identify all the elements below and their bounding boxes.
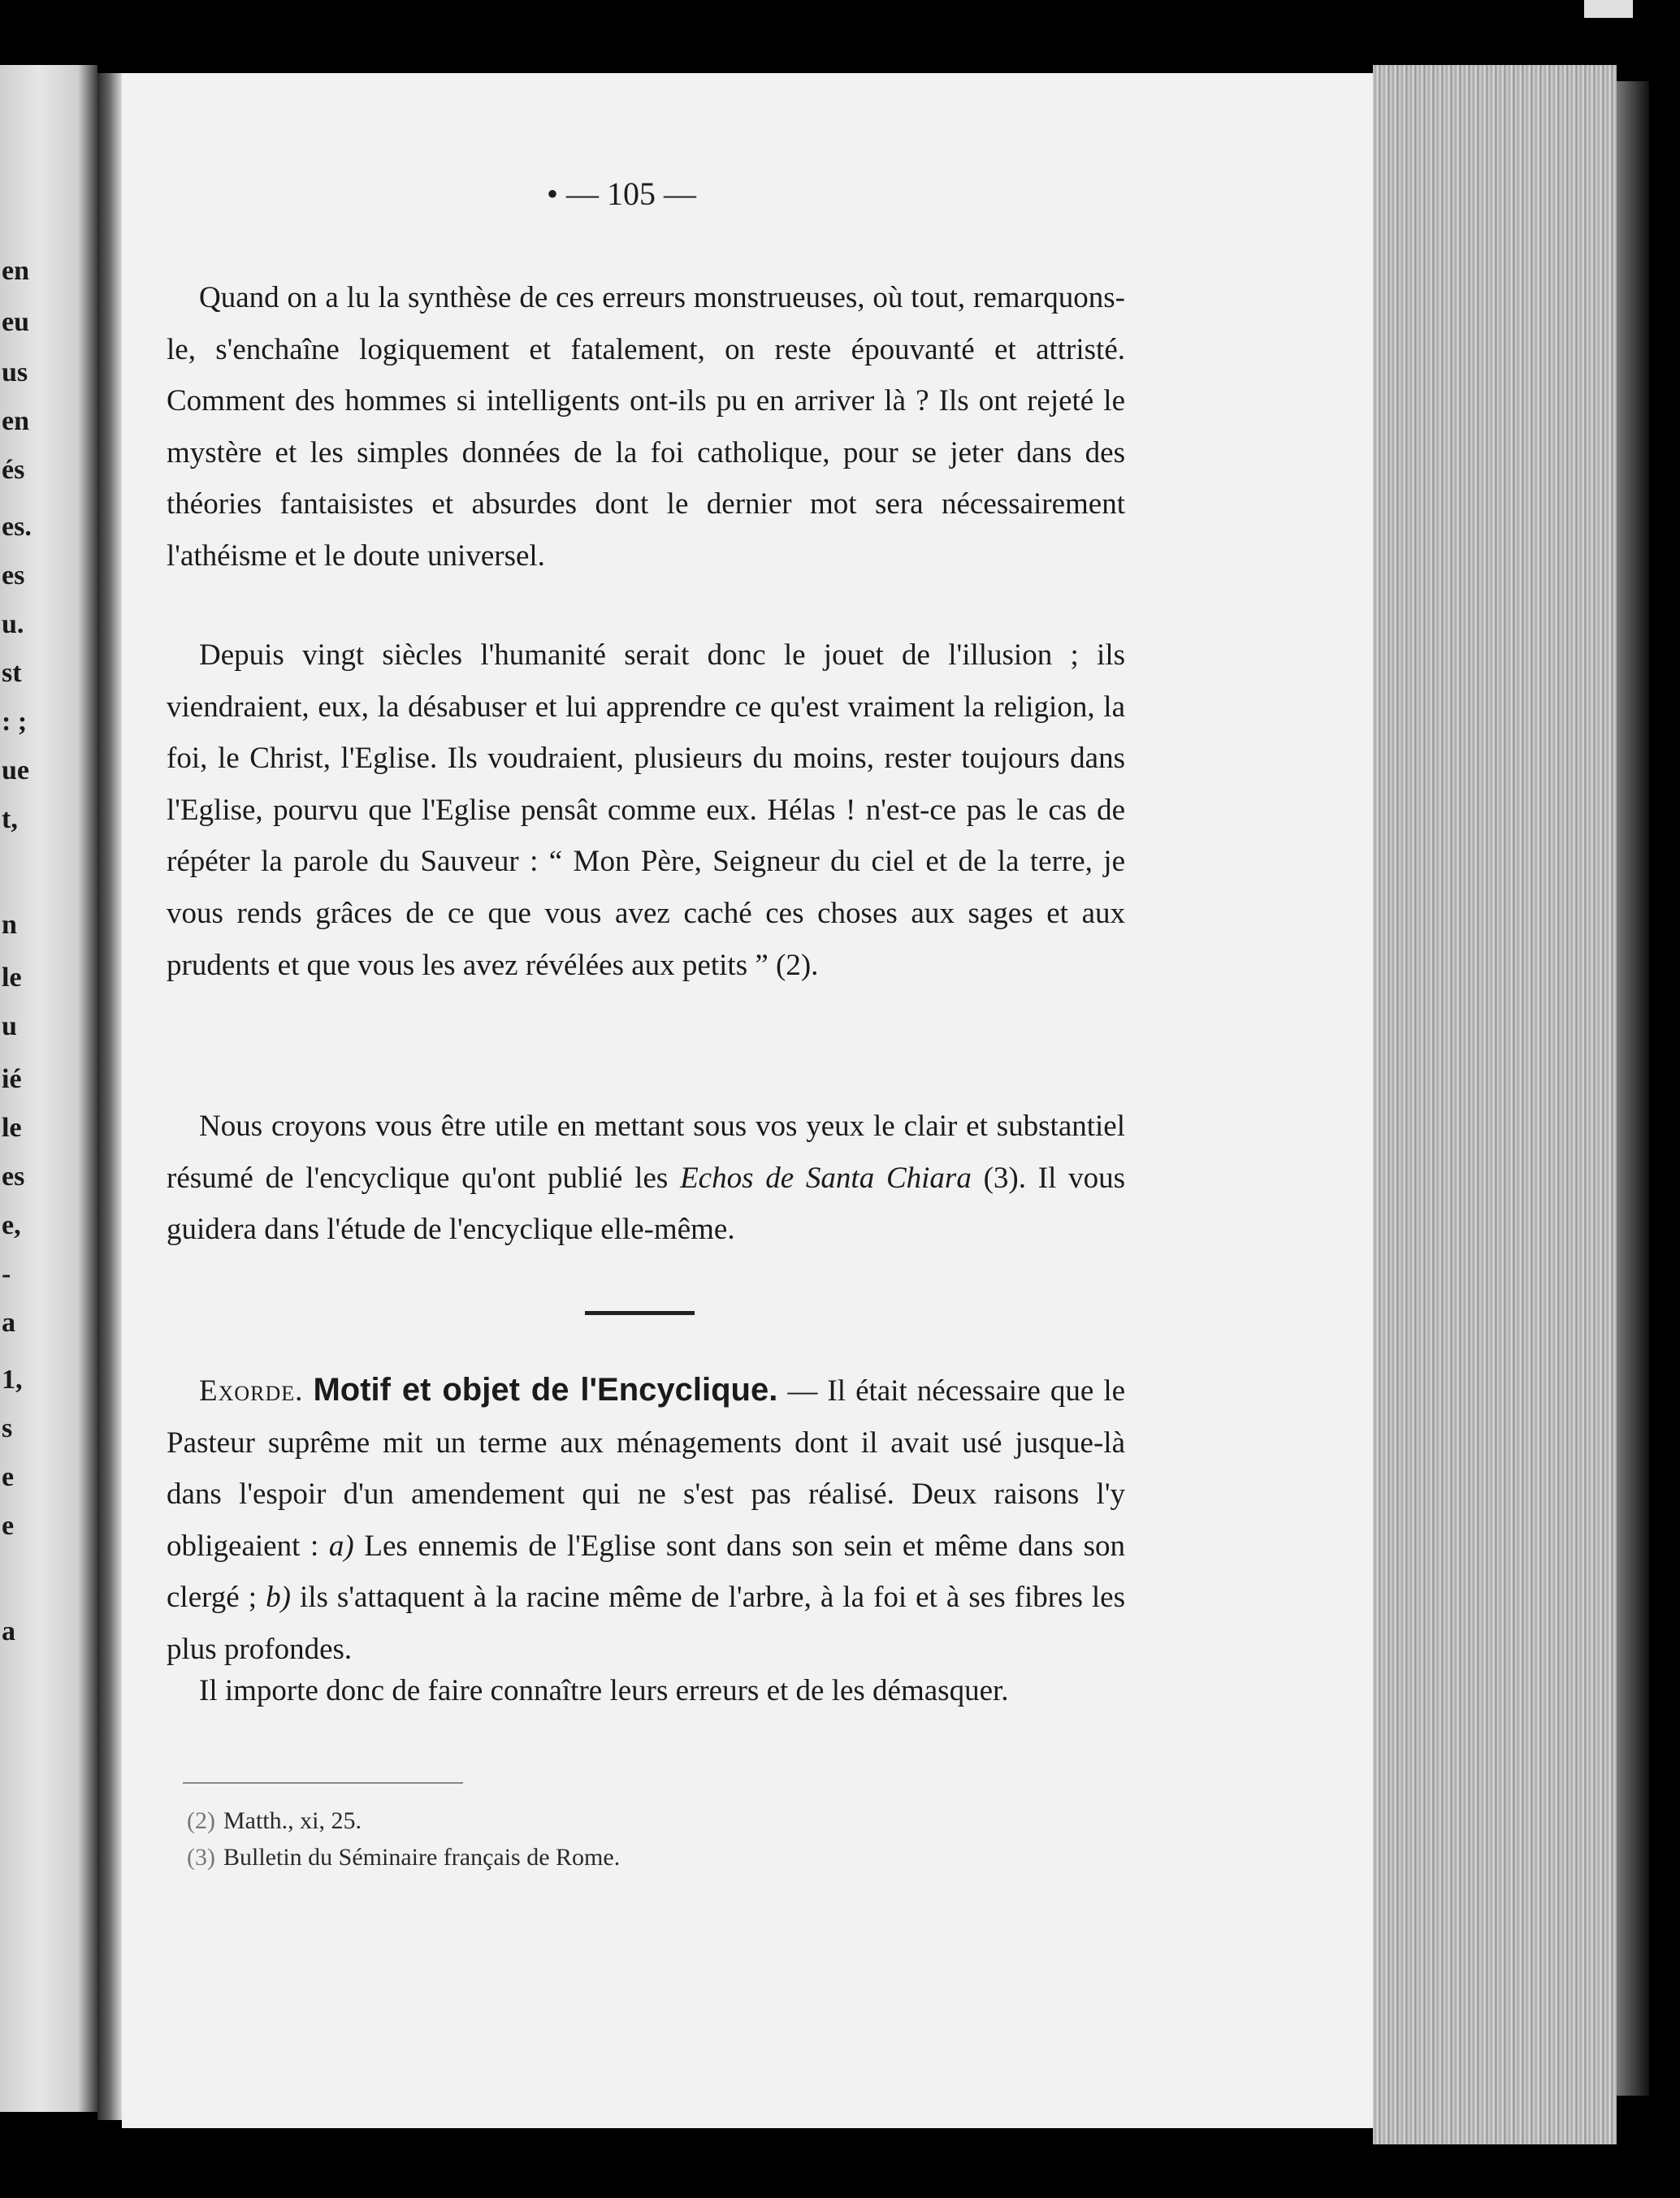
paragraph-3-text-b: (3). Il vous guidera dans l'étude de l'encyclique elle-même. [167, 1161, 1126, 1247]
facing-page-text: s [2, 1413, 13, 1443]
list-mark-a: a) [328, 1529, 354, 1563]
facing-page-text: le [2, 1113, 22, 1143]
facing-page-text: ié [2, 1064, 22, 1094]
list-mark-b: b) [266, 1581, 291, 1615]
section-divider [585, 1311, 695, 1315]
facing-page-text: n [2, 910, 17, 940]
facing-page-text: e, [2, 1210, 21, 1240]
footnote-text: Bulletin du Séminaire français de Rome. [223, 1844, 621, 1871]
exorde-text-c: ils s'attaquent à la racine même de l'arbre, à la foi et à ses fibres les plus profondes. [167, 1581, 1126, 1666]
footnote-number: (3) [187, 1844, 215, 1871]
facing-page-text: - [2, 1259, 11, 1289]
facing-page-text: es [2, 1162, 25, 1192]
page-edge-stack [1373, 65, 1617, 2144]
facing-page-text: st [2, 658, 22, 688]
facing-page-text: e [2, 1462, 15, 1492]
paragraph-1: Quand on a lu la synthèse de ces erreurs monstrueuses, où tout, remarquons-le, s'enchaîne logiquement et fatalement, on reste épouvanté et attristé. Comment des hommes si intelligents ont-ils pu en arriver là ? Ils ont rejeté le mystère et les simples données de la foi catholique, pour se jeter dans des théories fantaisistes et absurdes dont le dernier mot sera nécessairement l'athéisme et le doute universel. [167, 281, 1125, 573]
paragraph-exorde [167, 1365, 1125, 1676]
facing-page-text: ue [2, 755, 29, 785]
facing-page-text: u [2, 1011, 17, 1041]
facing-page-text: en [2, 256, 29, 286]
exorde-text-b: Les ennemis de l'Eglise sont dans son sein et même dans son clergé ; [167, 1529, 1126, 1615]
facing-page-text: a [2, 1308, 15, 1338]
footnote-text: Matth., xi, 25. [223, 1807, 362, 1834]
facing-page-text: t, [2, 804, 18, 834]
facing-page-text: 1, [2, 1365, 23, 1395]
facing-page-text: es [2, 560, 25, 591]
facing-page-text: : ; [2, 707, 28, 737]
page-number: • — 105 — [546, 175, 696, 212]
facing-page-text: u. [2, 609, 24, 639]
footnote-2 [187, 1807, 362, 1835]
facing-page-text: us [2, 357, 28, 387]
facing-page-text: es. [2, 512, 32, 542]
paragraph-3 [167, 1101, 1125, 1256]
facing-page-text: e [2, 1511, 15, 1541]
journal-title: Echos de Santa Chiara [680, 1161, 972, 1195]
book-gutter [97, 73, 122, 2120]
facing-page-text: le [2, 963, 22, 993]
paragraph-2: Depuis vingt siècles l'humanité serait donc le jouet de l'illusion ; ils viendraient, eux, la désabuser et lui apprendre ce qu'est vraiment la religion, la foi, le Christ, l'Eglise. Ils voudraient, plusieurs du moins, rester toujours dans l'Eglise, pourvu que l'Eglise pensât comme eux. Hélas ! n'est-ce pas le cas de répéter la parole du Sauveur : “ Mon Père, Seigneur du ciel et de la terre, je vous rends grâces de ce que vous avez caché ces choses aux sages et aux prudents et que vous les avez révélées aux petits ” (2). [167, 638, 1125, 982]
facing-page-text: eu [2, 307, 29, 337]
footnote-3 [187, 1844, 620, 1871]
corner-mark [1584, 0, 1633, 18]
paragraph-5: Il importe donc de faire connaître leurs erreurs et de les démasquer. [199, 1674, 1009, 1707]
facing-page-text: és [2, 455, 25, 485]
facing-page-text: a [2, 1616, 15, 1646]
exorde-text-a: — Il était nécessaire que le Pasteur suprême mit un terme aux ménagements dont il avait usé jusque-là dans l'espoir d'un amendement qui ne s'est pas réalisé. Deux raisons l'y obligeaient : [167, 1374, 1126, 1563]
edge-shadow [1617, 81, 1649, 2096]
facing-page-fragment [0, 65, 97, 2112]
footnote-rule [183, 1782, 463, 1784]
exorde-label: Exorde. [199, 1374, 304, 1408]
section-heading: Motif et objet de l'Encyclique. [313, 1372, 778, 1408]
footnote-number: (2) [187, 1807, 215, 1834]
facing-page-text: en [2, 406, 29, 436]
paragraph-3-text-a: Nous croyons vous être utile en mettant sous vos yeux le clair et substantiel résumé de l'encyclique qu'ont publié les [167, 1110, 1125, 1195]
